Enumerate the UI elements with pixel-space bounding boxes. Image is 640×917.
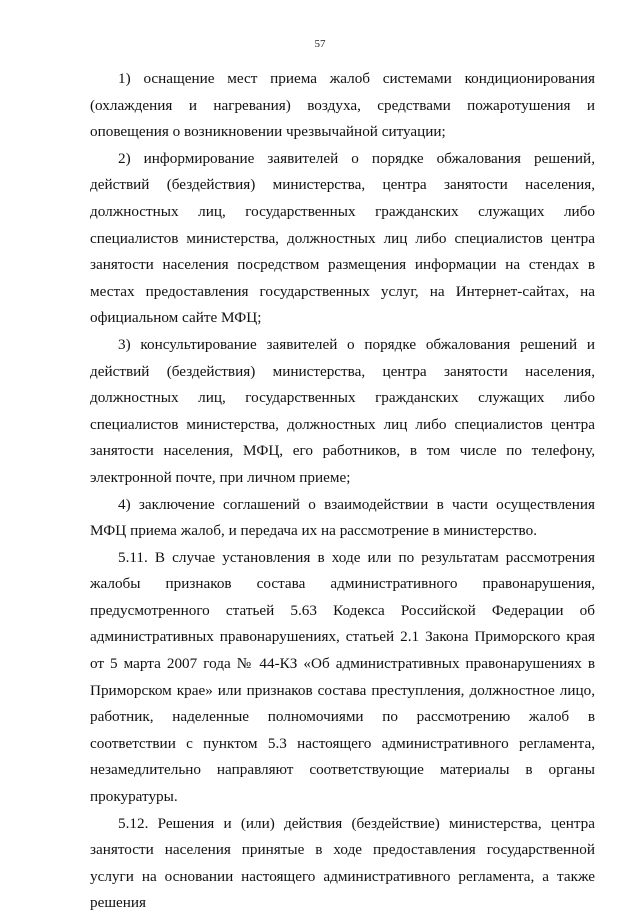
paragraph-item-1: 1) оснащение мест приема жалоб системами кондиционирования (охлаждения и нагревания) воздуха, средствами пожаротушения и оповещения о возникновении чрезвычайной ситуации; (90, 70, 595, 141)
paragraph-section-5-12: 5.12. Решения и (или) действия (бездействие) министерства, центра занятости населения принятые в ходе предоставления государственной услуги на основании настоящего административного регламента, а также решения (90, 814, 595, 912)
paragraph-section-5-11: 5.11. В случае установления в ходе или по результатам рассмотрения жалобы признаков состава административного правонарушения, предусмотренного статьей 5.63 Кодекса Российской Федерации об административных правонарушениях, статьей 2.1 Закона Приморского края от 5 марта 2007 года № 44-КЗ «Об административных правонарушениях в Приморском крае» или признаков состава преступления, должностное лицо, работник, наделенные полномочиями по рассмотрению жалоб в соответствии с пунктом 5.3 настоящего административного регламента, незамедлительно направляют соответствующие материалы в органы прокуратуры. (90, 548, 595, 806)
paragraph-item-4: 4) заключение соглашений о взаимодействии в части осуществления МФЦ приема жалоб, и передача их на рассмотрение в министерство. (90, 495, 595, 540)
paragraph-item-3: 3) консультирование заявителей о порядке обжалования решений и действий (бездействия) министерства, центра занятости населения, должностных лиц, государственных гражданских служащих либо специалистов министерства, должностных лиц либо специалистов центра занятости населения, МФЦ, его работников, в том числе по телефону, электронной почте, при личном приеме; (90, 335, 595, 486)
page-number: 57 (314, 38, 326, 50)
paragraph-item-2: 2) информирование заявителей о порядке обжалования решений, действий (бездействия) министерства, центра занятости населения, должностных лиц, государственных гражданских служащих либо специалистов министерства, должностных лиц либо специалистов центра занятости населения посредством размещения информации на стендах в местах предоставления государственных услуг, на Интернет-сайтах, на официальном сайте МФЦ; (90, 149, 595, 327)
document-body (90, 66, 595, 917)
